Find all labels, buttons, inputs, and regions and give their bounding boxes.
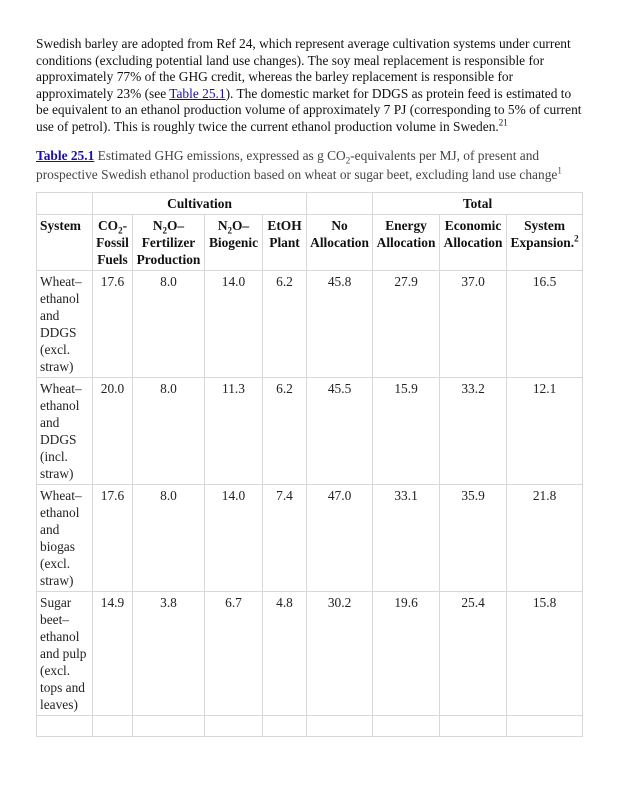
empty-cell — [373, 715, 440, 736]
paragraph-text-end: ). The domestic market for DDGS as protein feed is estimated to be equivalent to an ethanol production volume of approximately 7 PJ (corresponding to 5% of current use of petrol). This is roughly twice the current ethanol production volume in Sweden. — [36, 85, 582, 134]
energy-allocation-cell: 33.1 — [373, 484, 440, 591]
empty-cell — [133, 715, 205, 736]
empty-cell — [37, 715, 93, 736]
paragraph-text-start: Swedish barley are adopted from Ref 24, which represent average cultivation systems under current conditions (excluding potential land use changes). The soy meal replacement is responsible for approximately 77% of the GHG credit, whereas the barley replacement is responsible for approximately 23% (see — [36, 36, 571, 101]
system-expansion-cell: 21.8 — [507, 484, 583, 591]
empty-header-cell — [307, 192, 373, 214]
co2-cell: 17.6 — [93, 484, 133, 591]
no-allocation-cell: 47.0 — [307, 484, 373, 591]
system-expansion-cell: 15.8 — [507, 591, 583, 715]
table-row — [37, 270, 583, 377]
biogenic-cell: 14.0 — [205, 270, 263, 377]
empty-cell — [93, 715, 133, 736]
table-row-partial — [37, 715, 583, 736]
co2-cell: 14.9 — [93, 591, 133, 715]
n2o-bio-header-sub: 2 — [227, 225, 233, 236]
n2o-biogenic-header — [205, 214, 263, 270]
caption-footnote-ref[interactable]: 1 — [557, 165, 562, 176]
body-paragraph — [36, 36, 582, 136]
n2o-bio-header-post: O–Biogenic — [208, 217, 259, 250]
table-row — [37, 484, 583, 591]
economic-allocation-header: Economic Allocation — [440, 214, 507, 270]
no-allocation-header: No Allocation — [307, 214, 373, 270]
table-row — [37, 377, 583, 484]
etoh-cell: 6.2 — [263, 377, 307, 484]
energy-allocation-cell: 19.6 — [373, 591, 440, 715]
n2o-bio-header-pre: N — [217, 217, 228, 233]
empty-cell — [440, 715, 507, 736]
no-allocation-cell: 45.8 — [307, 270, 373, 377]
fertilizer-cell: 8.0 — [133, 377, 205, 484]
co2-cell: 17.6 — [93, 270, 133, 377]
empty-cell — [205, 715, 263, 736]
co2-header-pre: CO — [97, 217, 119, 233]
empty-cell — [507, 715, 583, 736]
co2-fossil-header — [93, 214, 133, 270]
n2o-fert-header-sub: 2 — [162, 225, 168, 236]
economic-allocation-cell: 37.0 — [440, 270, 507, 377]
footnote-ref-21[interactable]: 21 — [498, 117, 508, 128]
etoh-cell: 7.4 — [263, 484, 307, 591]
system-header: System — [37, 214, 93, 270]
economic-allocation-cell: 25.4 — [440, 591, 507, 715]
economic-allocation-cell: 35.9 — [440, 484, 507, 591]
system-cell: Wheat–ethanol and DDGS (excl. straw) — [37, 270, 93, 377]
table-reference-link[interactable]: Table 25.1 — [169, 85, 226, 101]
fertilizer-cell: 3.8 — [133, 591, 205, 715]
system-cell: Wheat–ethanol and DDGS (incl. straw) — [37, 377, 93, 484]
emissions-table — [36, 192, 583, 737]
system-cell: Sugar beet–ethanol and pulp (excl. tops and leaves) — [37, 591, 93, 715]
co2-cell: 20.0 — [93, 377, 133, 484]
column-header-row — [37, 214, 583, 270]
caption-text-start: Estimated GHG emissions, expressed as g CO — [94, 147, 346, 163]
caption-text-end: -equivalents per MJ, of present and prospective Swedish ethanol production based on wheat or sugar beet, excluding land use change — [36, 147, 558, 182]
total-group-header: Total — [373, 192, 583, 214]
biogenic-cell: 6.7 — [205, 591, 263, 715]
system-expansion-label: System Expansion. — [510, 217, 575, 250]
n2o-fertilizer-header — [133, 214, 205, 270]
table-row — [37, 591, 583, 715]
n2o-fert-header-pre: N — [152, 217, 163, 233]
empty-header-cell — [37, 192, 93, 214]
empty-cell — [263, 715, 307, 736]
n2o-fert-header-post: O–Fertilizer Production — [136, 217, 201, 267]
etoh-plant-header: EtOH Plant — [263, 214, 307, 270]
system-expansion-cell: 16.5 — [507, 270, 583, 377]
system-expansion-footnote[interactable]: 2 — [574, 233, 579, 244]
co2-header-sub: 2 — [118, 225, 123, 236]
etoh-cell: 6.2 — [263, 270, 307, 377]
energy-allocation-cell: 15.9 — [373, 377, 440, 484]
caption-subscript: 2 — [345, 155, 351, 166]
energy-allocation-cell: 27.9 — [373, 270, 440, 377]
group-header-row — [37, 192, 583, 214]
empty-cell — [307, 715, 373, 736]
biogenic-cell: 11.3 — [205, 377, 263, 484]
biogenic-cell: 14.0 — [205, 484, 263, 591]
system-expansion-header — [507, 214, 583, 270]
system-cell: Wheat–ethanol and biogas (excl. straw) — [37, 484, 93, 591]
co2-header-post: -Fossil Fuels — [96, 217, 129, 267]
cultivation-group-header: Cultivation — [93, 192, 307, 214]
energy-allocation-header: Energy Allocation — [373, 214, 440, 270]
table-caption — [36, 146, 582, 184]
document-page — [36, 36, 582, 737]
no-allocation-cell: 45.5 — [307, 377, 373, 484]
fertilizer-cell: 8.0 — [133, 270, 205, 377]
system-expansion-cell: 12.1 — [507, 377, 583, 484]
fertilizer-cell: 8.0 — [133, 484, 205, 591]
table-label-link[interactable]: Table 25.1 — [36, 147, 95, 163]
etoh-cell: 4.8 — [263, 591, 307, 715]
no-allocation-cell: 30.2 — [307, 591, 373, 715]
economic-allocation-cell: 33.2 — [440, 377, 507, 484]
